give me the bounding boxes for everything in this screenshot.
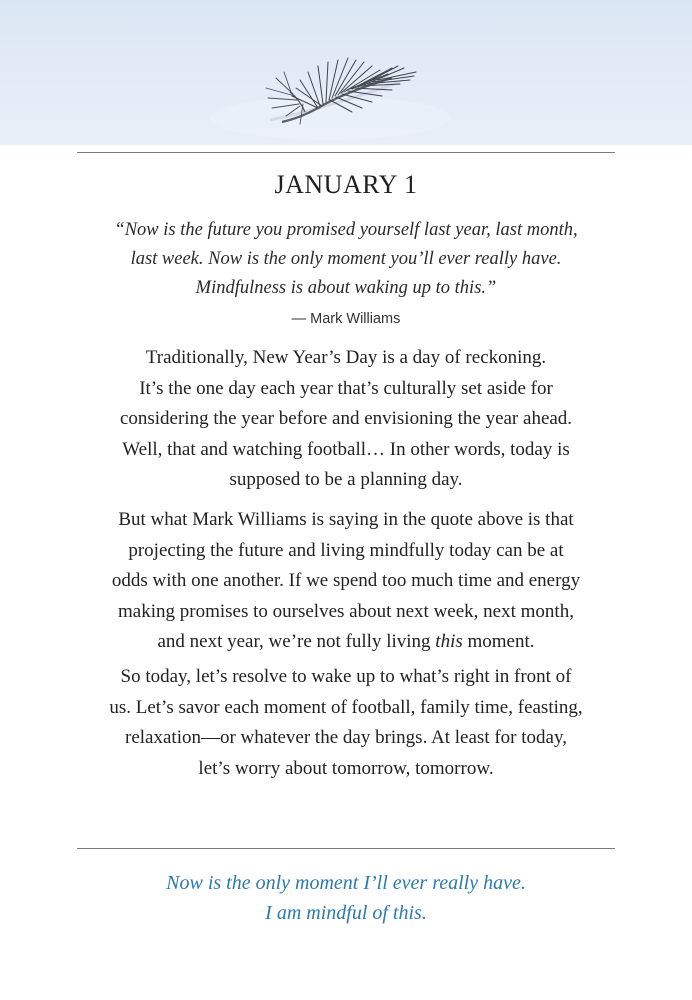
paragraph-line: Well, that and watching football… In other words, today is — [122, 438, 570, 460]
paragraph-line: relaxation—or whatever the day brings. At least for today, — [125, 727, 567, 748]
body-paragraph-1 — [56, 343, 636, 496]
affirmation-line: Now is the only moment I’ll ever really have. — [166, 872, 526, 894]
daily-affirmation — [0, 868, 692, 928]
quote-line: Mindfulness is about waking up to this.” — [195, 278, 497, 298]
paragraph-line: considering the year before and envisioning the year ahead. — [119, 408, 573, 429]
text-run: and next year, we’re not fully living — [157, 631, 436, 652]
page-title: JANUARY 1 — [274, 170, 418, 199]
quote-line: last week. Now is the only moment you’ll ever really have. — [130, 249, 562, 269]
paragraph-line: Traditionally, New Year’s Day is a day of reckoning. — [145, 347, 547, 368]
header-image — [0, 0, 692, 145]
paragraph-line: It’s the one day each year that’s culturally set aside for — [139, 377, 553, 399]
paragraph-line: odds with one another. If we spend too much time and energy — [111, 570, 581, 591]
pine-branch-icon — [0, 0, 692, 145]
bottom-divider — [77, 848, 615, 849]
quote-line: “Now is the future you promised yourself last year, last month, — [114, 220, 578, 240]
text-run: moment. — [462, 631, 535, 652]
emphasis-text: this — [435, 631, 463, 652]
top-divider — [77, 152, 615, 153]
paragraph-line: us. Let’s savor each moment of football, family time, feasting, — [109, 696, 583, 718]
paragraph-line: So today, let’s resolve to wake up to what’s right in front of — [120, 666, 572, 687]
body-paragraph-3 — [56, 662, 636, 784]
paragraph-line — [56, 627, 636, 658]
quote-attribution: — Mark Williams — [291, 311, 401, 327]
paragraph-line: supposed to be a planning day. — [229, 469, 463, 490]
epigraph-quote — [60, 216, 632, 303]
paragraph-line: But what Mark Williams is saying in the quote above is that — [118, 509, 574, 530]
paragraph-line: let’s worry about tomorrow, tomorrow. — [198, 757, 494, 779]
paragraph-line: making promises to ourselves about next week, next month, — [118, 600, 574, 622]
body-paragraph-2 — [56, 505, 636, 658]
paragraph-line: projecting the future and living mindfully today can be at — [128, 539, 564, 561]
affirmation-line: I am mindful of this. — [265, 902, 427, 924]
